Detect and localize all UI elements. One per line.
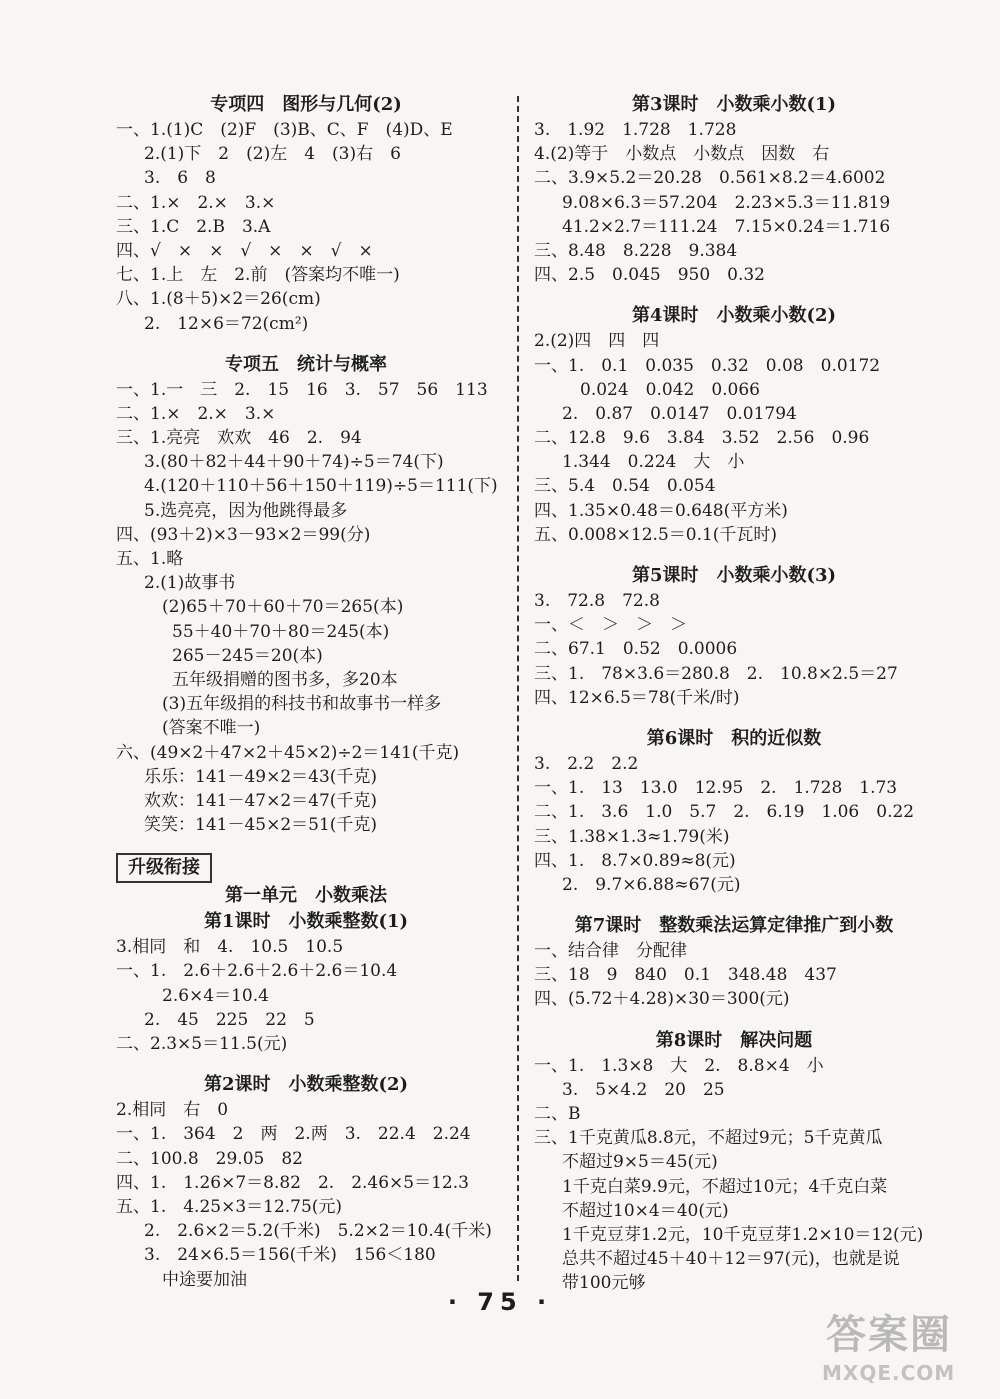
section-title: 专项四 图形与几何(2): [210, 94, 402, 115]
left-column: [116, 92, 496, 1292]
answer-line: 二、1.× 2.× 3.×: [116, 192, 276, 213]
answer-line: 5.选亮亮，因为他跳得最多: [144, 500, 348, 521]
answer-line: 一、1.(1)C (2)F (3)B、C、F (4)D、E: [116, 120, 453, 140]
answer-line: 2.6×4＝10.4: [162, 985, 269, 1006]
answer-line: 2. 9.7×6.88≈67(元): [562, 874, 741, 895]
answer-line: 2.(2)四 四 四: [534, 331, 660, 352]
section-title: 第6课时 积的近似数: [646, 727, 822, 749]
answer-line: 3. 24×6.5＝156(千米) 156＜180: [144, 1245, 436, 1266]
section-title: 专项五 统计与概率: [225, 353, 387, 375]
answer-line: 二、3.9×5.2＝20.28 0.561×8.2＝4.6002: [534, 168, 886, 189]
answer-line: 三、1千克黄瓜8.8元，不超过9元；5千克黄瓜: [534, 1128, 883, 1149]
answer-line: 六、(49×2＋47×2＋45×2)÷2＝141(千克): [116, 742, 460, 763]
answer-line: 一、1.一 三 2. 15 16 3. 57 56 113: [116, 379, 488, 400]
answer-line: 1千克豆芽1.2元，10千克豆芽1.2×10＝12(元): [562, 1224, 924, 1245]
answer-line: 3. 5×4.2 20 25: [562, 1079, 725, 1100]
answer-line: 三、1.38×1.3≈1.79(米): [534, 826, 730, 847]
answer-line: 2. 12×6＝72(cm²): [144, 313, 309, 334]
answer-line: 二、100.8 29.05 82: [116, 1148, 303, 1169]
answer-line: 0.024 0.042 0.066: [580, 379, 761, 400]
answer-line: 欢欢：141－47×2＝47(千克): [144, 790, 378, 811]
answer-line: 二、1.× 2.× 3.×: [116, 403, 276, 424]
answer-line: 一、1. 1.3×8 大 2. 8.8×4 小: [534, 1055, 824, 1076]
answer-line: 四、1. 8.7×0.89≈8(元): [534, 850, 736, 871]
right-column: [534, 92, 934, 1296]
answer-line: 二、B: [534, 1104, 581, 1124]
answer-line: 五年级捐赠的图书多，多20本: [172, 669, 398, 690]
answer-line: 四、√ × × √ × × √ ×: [116, 240, 373, 261]
answer-line: 三、18 9 840 0.1 348.48 437: [534, 965, 837, 986]
answer-line: 七、1.上 左 2.前 (答案均不唯一): [116, 265, 400, 286]
answer-line: 三、1.C 2.B 3.A: [116, 216, 271, 237]
page-number: · 75 ·: [447, 1288, 553, 1316]
answer-line: (2)65＋70＋60＋70＝265(本): [162, 597, 404, 618]
answer-line: 二、2.3×5＝11.5(元): [116, 1034, 288, 1054]
answer-line: 一、1. 364 2 两 2.两 3. 22.4 2.24: [116, 1124, 471, 1145]
answer-line: 乐乐：141－49×2＝43(千克): [144, 766, 378, 787]
answer-line: 四、12×6.5＝78(千米/时): [534, 687, 740, 708]
unit-title: 第一单元 小数乘法: [225, 885, 387, 907]
section-title: 第2课时 小数乘整数(2): [203, 1074, 409, 1096]
answer-line: 265－245＝20(本): [172, 645, 323, 666]
answer-line: 2.(1)下 2 (2)左 4 (3)右 6: [144, 144, 401, 165]
answer-line: 三、5.4 0.54 0.054: [534, 476, 716, 497]
answer-line: 中途要加油: [162, 1269, 247, 1290]
answer-line: 笑笑：141－45×2＝51(千克): [144, 815, 378, 836]
column-divider: [517, 96, 519, 1281]
answer-line: 四、(93＋2)×3－93×2＝99(分): [116, 524, 371, 545]
answer-line: 一、结合律 分配律: [534, 941, 687, 962]
answer-line: 9.08×6.3＝57.204 2.23×5.3＝11.819: [562, 192, 891, 213]
answer-line: 4.(2)等于 小数点 小数点 因数 右: [534, 144, 830, 165]
answer-line: 2. 2.6×2＝5.2(千米) 5.2×2＝10.4(千米): [144, 1221, 492, 1242]
answer-line: 四、(5.72＋4.28)×30＝300(元): [534, 989, 790, 1010]
answer-line: 二、67.1 0.52 0.0006: [534, 639, 738, 660]
answer-line: 五、1.略: [116, 549, 184, 569]
watermark-url: MXQE.COM: [822, 1361, 956, 1385]
answer-line: 3.(80＋82＋44＋90＋74)÷5＝74(下): [144, 452, 444, 473]
answer-line: 2. 0.87 0.0147 0.01794: [562, 403, 797, 424]
answer-line: 一、1. 0.1 0.035 0.32 0.08 0.0172: [534, 355, 881, 376]
answer-line: 二、1. 3.6 1.0 5.7 2. 6.19 1.06 0.22: [534, 802, 915, 823]
answer-line: 不超过9×5＝45(元): [562, 1152, 718, 1173]
section-title: 第1课时 小数乘整数(1): [203, 911, 409, 933]
answer-line: 带100元够: [562, 1273, 646, 1294]
answer-line: 三、1.亮亮 欢欢 46 2. 94: [116, 428, 362, 449]
answer-line: 四、1. 1.26×7＝8.82 2. 2.46×5＝12.3: [116, 1172, 469, 1193]
answer-line: 三、1. 78×3.6＝280.8 2. 10.8×2.5＝27: [534, 663, 898, 684]
section-title: 第3课时 小数乘小数(1): [631, 94, 837, 115]
answer-line: 三、8.48 8.228 9.384: [534, 240, 738, 261]
answer-line: 四、2.5 0.045 950 0.32: [534, 265, 766, 286]
answer-line: 3. 2.2 2.2: [534, 753, 639, 774]
section-title: 第7课时 整数乘法运算定律推广到小数: [574, 915, 894, 937]
answer-line: 55＋40＋70＋80＝245(本): [172, 621, 390, 642]
answer-line: 1.344 0.224 大 小: [562, 452, 745, 473]
section-title: 第5课时 小数乘小数(3): [631, 565, 837, 586]
answer-line: 八、1.(8＋5)×2＝26(cm): [116, 289, 321, 310]
section-title: 第4课时 小数乘小数(2): [631, 305, 837, 327]
answer-line: 2.相同 右 0: [116, 1100, 229, 1121]
answer-line: 一、1. 13 13.0 12.95 2. 1.728 1.73: [534, 778, 898, 799]
answer-line: 五、1. 4.25×3＝12.75(元): [116, 1196, 343, 1217]
answer-line: (答案不唯一): [162, 718, 261, 739]
watermark-logo: [816, 1303, 978, 1387]
answer-line: 一、1. 2.6＋2.6＋2.6＋2.6＝10.4: [116, 961, 398, 982]
answer-line: 2.(1)故事书: [144, 573, 236, 594]
answer-line: 1千克白菜9.9元，不超过10元；4千克白菜: [562, 1176, 888, 1197]
answer-line: 一、＜ ＞ ＞ ＞: [534, 615, 687, 636]
answer-line: 二、12.8 9.6 3.84 3.52 2.56 0.96: [534, 428, 870, 449]
answer-line: (3)五年级捐的科技书和故事书一样多: [162, 694, 442, 715]
answer-line: 五、0.008×12.5＝0.1(千瓦时): [534, 524, 778, 545]
answer-line: 3. 6 8: [144, 168, 216, 189]
answer-line: 3. 1.92 1.728 1.728: [534, 120, 737, 140]
answer-line: 不超过10×4＝40(元): [562, 1200, 729, 1221]
section-title: 第8课时 解决问题: [655, 1029, 813, 1051]
watermark-text: 答案圈: [826, 1312, 952, 1358]
upgrade-badge: 升级衔接: [116, 853, 212, 883]
answer-line: 总共不超过45＋40＋12＝97(元)，也就是说: [562, 1249, 900, 1270]
answer-line: 4.(120＋110＋56＋150＋119)÷5＝111(下): [144, 476, 498, 497]
answer-line: 3.相同 和 4. 10.5 10.5: [116, 937, 344, 958]
answer-line: 3. 72.8 72.8: [534, 591, 660, 611]
answer-line: 四、1.35×0.48＝0.648(平方米): [534, 500, 788, 521]
answer-line: 41.2×2.7＝111.24 7.15×0.24＝1.716: [562, 216, 891, 237]
answer-line: 2. 45 225 22 5: [144, 1009, 315, 1030]
